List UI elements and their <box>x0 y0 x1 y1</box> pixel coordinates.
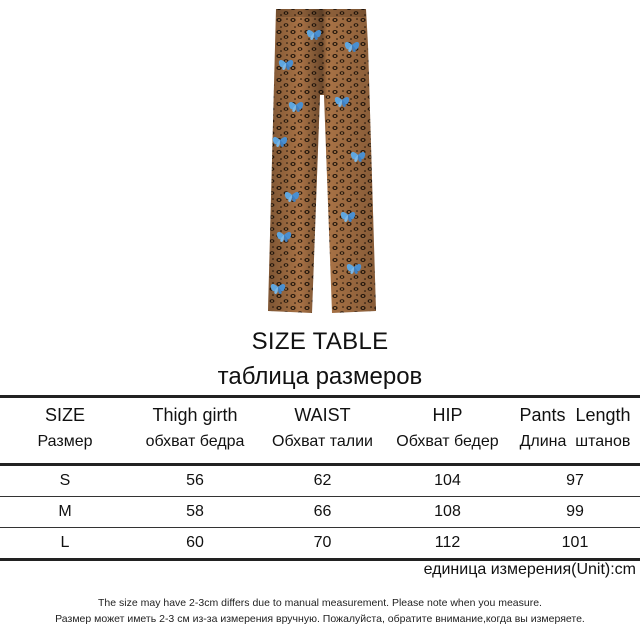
header-waist-ru: Обхват талии <box>272 433 373 450</box>
cell-hip: 104 <box>385 465 510 497</box>
header-pants-length: Pants Length <box>510 397 640 434</box>
header-size-ru: Размер <box>37 433 93 450</box>
cell-waist: 62 <box>260 465 385 497</box>
cell-size: S <box>0 465 130 497</box>
table-header-row-ru <box>0 433 640 465</box>
table-row <box>0 528 640 560</box>
unit-note: единица измерения(Unit):cm <box>423 561 636 578</box>
header-thigh-girth-ru: обхват бедра <box>145 433 245 450</box>
disclaimer-ru: Размер может иметь 2-3 см из-за измерения вручную. Пожалуйста, обратите внимание,когда вы измеряете. <box>55 613 585 625</box>
header-size: SIZE <box>0 397 130 434</box>
header-hip-ru: Обхват бедер <box>396 433 499 450</box>
header-hip: HIP <box>385 397 510 434</box>
cell-size: L <box>0 528 130 560</box>
table-row <box>0 465 640 497</box>
cell-hip: 108 <box>385 497 510 528</box>
disclaimer-en: The size may have 2-3cm differs due to manual measurement. Please note when you measure. <box>98 597 542 609</box>
size-table <box>0 395 640 561</box>
leopard-butterfly-pants-image <box>262 5 382 317</box>
table-row <box>0 497 640 528</box>
cell-thigh: 56 <box>130 465 260 497</box>
cell-waist: 66 <box>260 497 385 528</box>
cell-length: 97 <box>510 465 640 497</box>
table-header-row-en <box>0 397 640 434</box>
header-thigh-girth: Thigh girth <box>130 397 260 434</box>
cell-hip: 112 <box>385 528 510 560</box>
size-table-title-ru: таблица размеров <box>217 363 423 390</box>
cell-length: 99 <box>510 497 640 528</box>
cell-size: M <box>0 497 130 528</box>
cell-length: 101 <box>510 528 640 560</box>
header-waist: WAIST <box>260 397 385 434</box>
cell-thigh: 58 <box>130 497 260 528</box>
size-table-title-en: SIZE TABLE <box>251 328 389 355</box>
header-pants-length-ru: Длина штанов <box>519 433 631 450</box>
cell-thigh: 60 <box>130 528 260 560</box>
cell-waist: 70 <box>260 528 385 560</box>
